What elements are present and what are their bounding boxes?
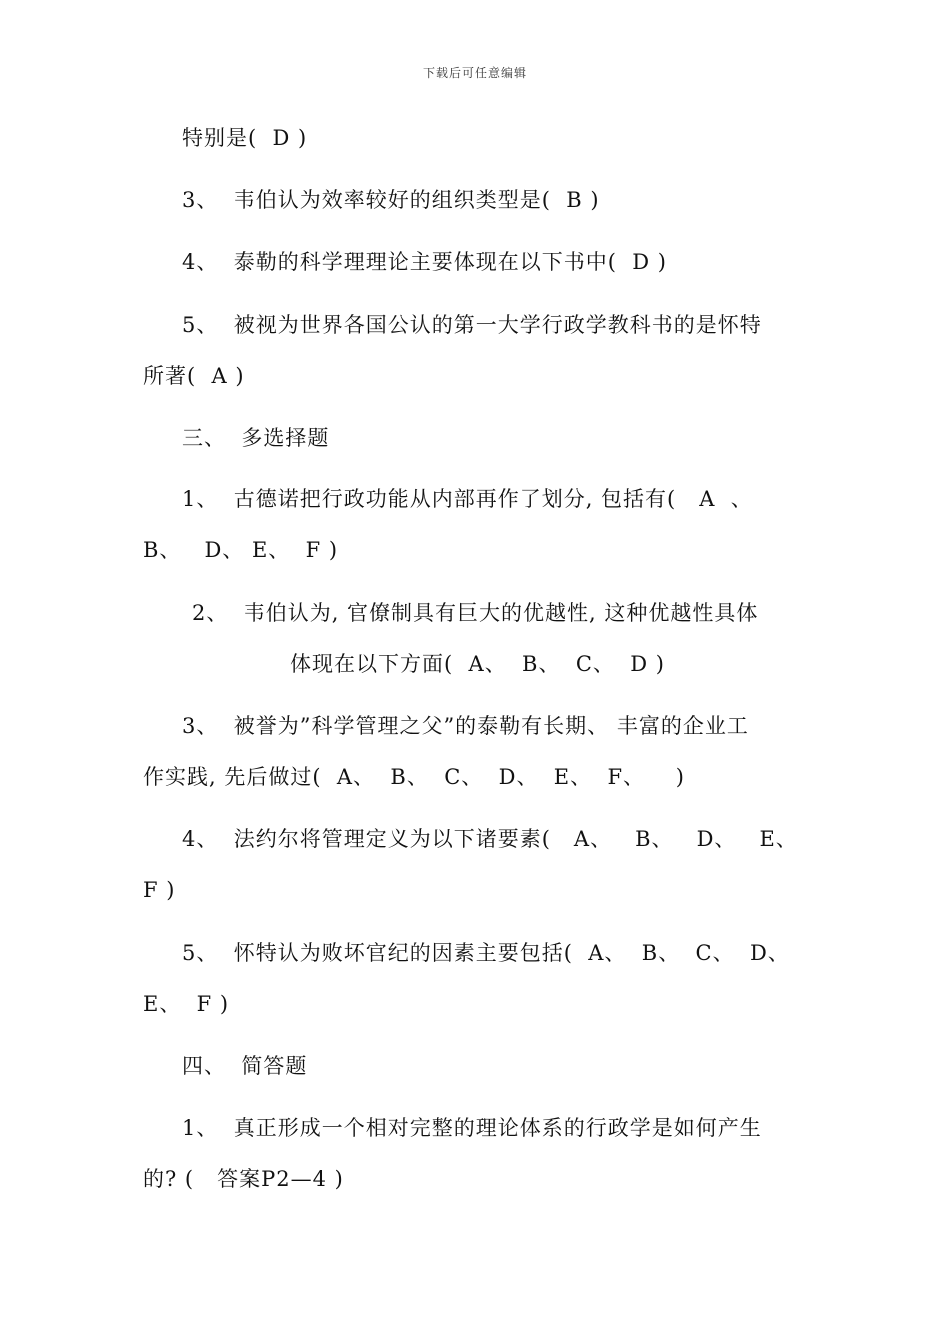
text-line-12: 作实践, 先后做过( A、 B、 C、 D、 E、 F、 ) [143,765,685,789]
section-heading-multiple-choice: 三、 多选择题 [182,426,330,450]
text-line-8: B、 D、 E、 F ) [143,538,339,562]
text-line-15: 5、 怀特认为败坏官纪的因素主要包括( A、 B、 C、 D、 [182,941,790,965]
text-line-5: 所著( A ) [143,364,245,388]
text-line-16: E、 F ) [143,992,230,1016]
text-line-19: 的? ( 答案P2—4 ) [143,1167,344,1191]
text-line-7: 1、 古德诺把行政功能从内部再作了划分, 包括有( A 、 [182,487,753,511]
text-line-1: 特别是( D ) [182,126,308,150]
text-line-10: 体现在以下方面( A、 B、 C、 D ) [290,652,665,676]
text-line-13: 4、 法约尔将管理定义为以下诸要素( A、 B、 D、 E、 [182,827,798,851]
text-line-4: 5、 被视为世界各国公认的第一大学行政学教科书的是怀特 [182,313,762,337]
text-line-9: 2、 韦伯认为, 官僚制具有巨大的优越性, 这种优越性具体 [192,601,759,625]
text-line-18: 1、 真正形成一个相对完整的理论体系的行政学是如何产生 [182,1116,762,1140]
text-line-11: 3、 被誉为”科学管理之父”的泰勒有长期、 丰富的企业工 [182,714,749,738]
section-heading-short-answer: 四、 简答题 [182,1054,308,1078]
page-header: 下载后可任意编辑 [422,66,527,80]
text-line-14: F ) [143,878,176,902]
text-line-2: 3、 韦伯认为效率较好的组织类型是( B ) [182,188,600,212]
text-line-3: 4、 泰勒的科学理理论主要体现在以下书中( D ) [182,250,667,274]
